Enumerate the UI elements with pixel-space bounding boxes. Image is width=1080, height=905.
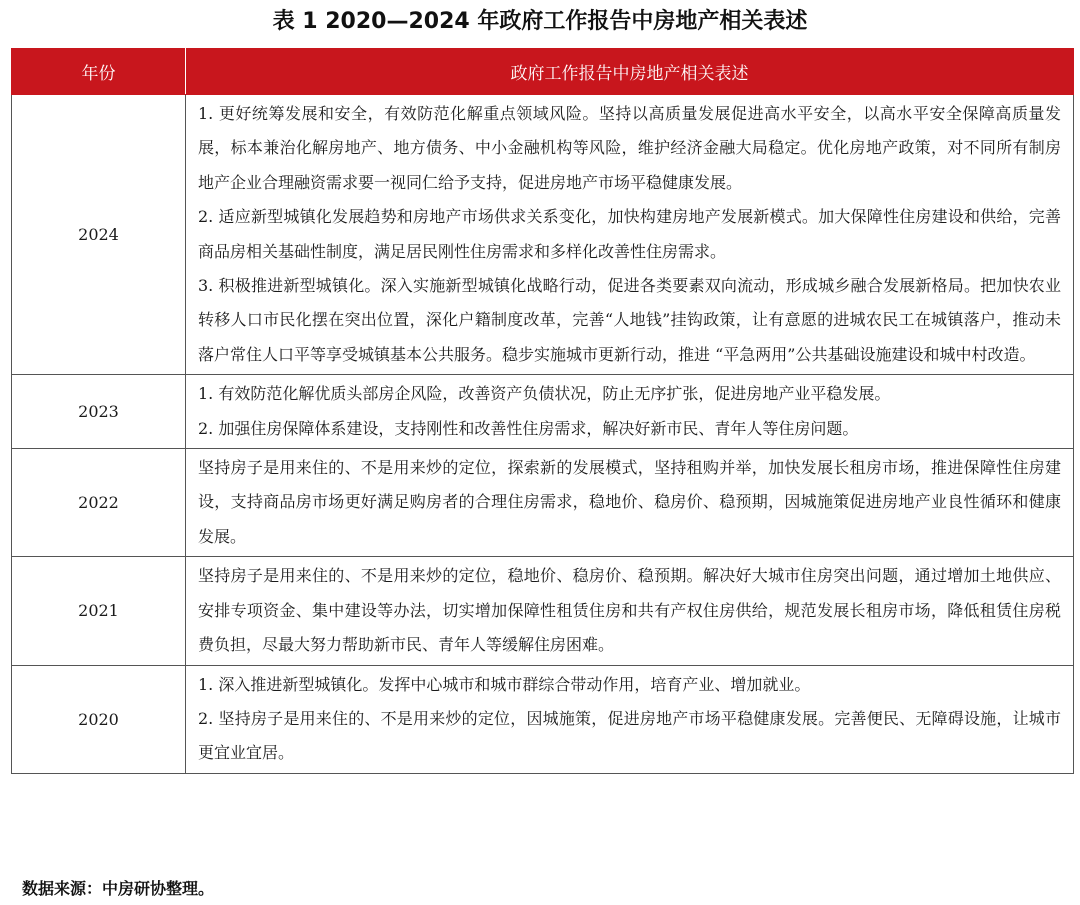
table-title: 表 1 2020—2024 年政府工作报告中房地产相关表述 (272, 9, 808, 34)
paragraph: 2. 坚持房子是用来住的、不是用来炒的定位，因城施策，促进房地产市场平稳健康发展。完善便民、无障碍设施，让城市更宜业宜居。 (198, 708, 1061, 763)
paragraph: 1. 深入推进新型城镇化。发挥中心城市和城市群综合带动作用，培育产业、增加就业。 (198, 674, 811, 694)
paragraph: 3. 积极推进新型城镇化。深入实施新型城镇化战略行动，促进各类要素双向流动，形成城乡融合发展新格局。把加快农业转移人口市民化摆在突出位置，深化户籍制度改革，完善“人地钱”挂钩政策，让有意愿的进城农民工在城镇落户，推动未落户常住人口平等享受城镇基本公共服务。稳步实施城市更新行动，推进 “平急两用”公共基础设施建设和城中村改造。 (198, 276, 1061, 364)
content-cell (186, 449, 1074, 557)
content-cell (186, 557, 1074, 665)
header-year: 年份 (12, 49, 186, 95)
paragraph: 坚持房子是用来住的、不是用来炒的定位，探索新的发展模式，坚持租购并举，加快发展长租房市场，推进保障性住房建设，支持商品房市场更好满足购房者的合理住房需求，稳地价、稳房价、稳预期，因城施策促进房地产业良性循环和健康发展。 (198, 458, 1061, 546)
table-row (12, 375, 1074, 449)
paragraph: 2. 适应新型城镇化发展趋势和房地产市场供求关系变化，加快构建房地产发展新模式。加大保障性住房建设和供给，完善商品房相关基础性制度，满足居民刚性住房需求和多样化改善性住房需求。 (198, 207, 1061, 261)
content-cell (186, 665, 1074, 773)
table-row (12, 665, 1074, 773)
data-source-note: 数据来源：中房研协整理。 (22, 879, 215, 898)
table-row (12, 95, 1074, 375)
year-cell: 2021 (12, 557, 186, 665)
table-header-row (12, 49, 1074, 95)
table-row (12, 449, 1074, 557)
paragraph: 1. 更好统筹发展和安全，有效防范化解重点领域风险。坚持以高质量发展促进高水平安全，以高水平安全保障高质量发展，标本兼治化解房地产、地方债务、中小金融机构等风险，维护经济金融大局稳定。优化房地产政策，对不同所有制房地产企业合理融资需求要一视同仁给予支持，促进房地产市场平稳健康发展。 (198, 104, 1061, 192)
year-cell: 2024 (12, 95, 186, 375)
content-cell (186, 95, 1074, 375)
header-content: 政府工作报告中房地产相关表述 (186, 49, 1074, 95)
year-cell: 2020 (12, 665, 186, 773)
year-cell: 2022 (12, 449, 186, 557)
policy-table (11, 48, 1074, 774)
content-cell (186, 375, 1074, 449)
paragraph: 1. 有效防范化解优质头部房企风险，改善资产负债状况，防止无序扩张，促进房地产业平稳发展。 (198, 384, 891, 404)
paragraph: 2. 加强住房保障体系建设，支持刚性和改善性住房需求，解决好新市民、青年人等住房问题。 (198, 418, 859, 438)
year-cell: 2023 (12, 375, 186, 449)
paragraph: 坚持房子是用来住的、不是用来炒的定位，稳地价、稳房价、稳预期。解决好大城市住房突出问题，通过增加土地供应、安排专项资金、集中建设等办法，切实增加保障性租赁住房和共有产权住房供给，规范发展长租房市场，降低租赁住房税费负担，尽最大努力帮助新市民、青年人等缓解住房困难。 (198, 566, 1061, 655)
table-row (12, 557, 1074, 665)
